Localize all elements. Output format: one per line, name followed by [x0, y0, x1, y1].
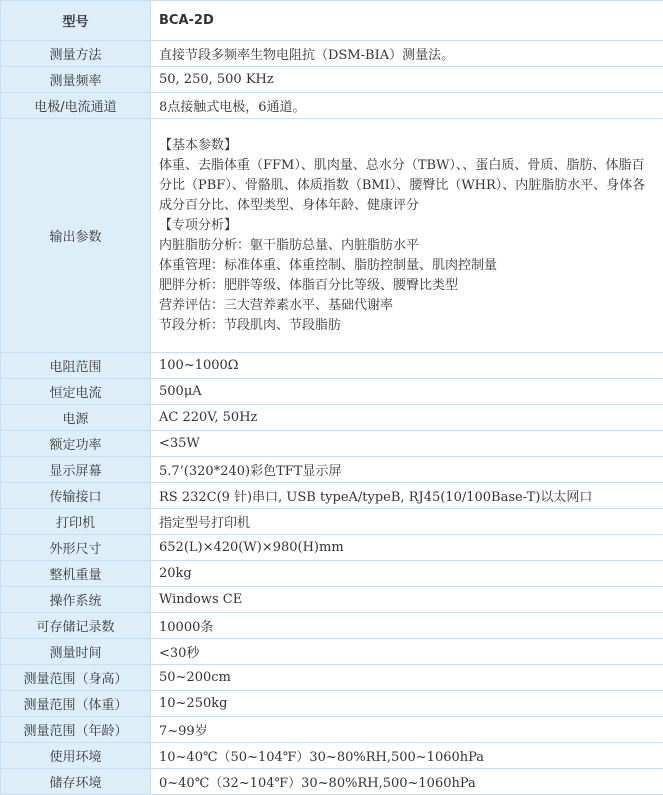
spec-label: 储存环境 [1, 769, 151, 795]
header-row [1, 1, 663, 41]
spec-label: 测量频率 [1, 67, 151, 93]
spec-value: 20kg [151, 561, 663, 587]
spec-row [1, 561, 663, 587]
spec-value: <30秒 [151, 639, 663, 665]
spec-row [1, 41, 663, 67]
spec-label: 传输接口 [1, 483, 151, 509]
spec-row [1, 353, 663, 379]
basic-params-title: 【基本参数】 [159, 136, 655, 156]
spec-row [1, 717, 663, 743]
spec-value: 10~250kg [151, 691, 663, 717]
special-analysis-line: 内脏脂肪分析：躯干脂肪总量、内脏脂肪水平 [159, 236, 655, 256]
spec-value: Windows CE [151, 587, 663, 613]
output-params-row [1, 119, 663, 353]
spec-value: AC 220V, 50Hz [151, 405, 663, 431]
spec-value: 100~1000Ω [151, 353, 663, 379]
special-analysis-title: 【专项分析】 [159, 216, 655, 236]
spec-value: 500μA [151, 379, 663, 405]
spec-label: 使用环境 [1, 743, 151, 769]
spec-label: 测量范围（年龄） [1, 717, 151, 743]
spec-label: 可存储记录数 [1, 613, 151, 639]
spec-value: 5.7’(320*240)彩色TFT显示屏 [151, 457, 663, 483]
spec-value: 652(L)×420(W)×980(H)mm [151, 535, 663, 561]
spec-row [1, 405, 663, 431]
spec-value: 直接节段多频率生物电阻抗（DSM-BIA）测量法。 [151, 41, 663, 67]
spec-row [1, 743, 663, 769]
basic-params-text: 体重、去脂体重（FFM）、肌肉量、总水分（TBW）、、蛋白质、骨质、脂肪、体脂百分比（PBF）、骨骼肌、体质指数（BMI）、腰臀比（WHR）、内脏脂肪水平、身体各成分百分比、体型类型、身体年龄、健康评分 [159, 156, 655, 216]
spec-value: 50, 250, 500 KHz [151, 67, 663, 93]
spec-value: 7~99岁 [151, 717, 663, 743]
spec-label: 电阻范围 [1, 353, 151, 379]
spec-row [1, 431, 663, 457]
spec-label: 电极/电流通道 [1, 93, 151, 119]
spec-row [1, 535, 663, 561]
spec-label: 整机重量 [1, 561, 151, 587]
special-analysis-line: 体重管理：标准体重、体重控制、脂肪控制量、肌肉控制量 [159, 256, 655, 276]
spec-row [1, 93, 663, 119]
spec-label: 显示屏幕 [1, 457, 151, 483]
spec-row [1, 587, 663, 613]
spec-label: 测量范围（体重） [1, 691, 151, 717]
spec-value: 0~40℃（32~104℉）30~80%RH,500~1060hPa [151, 769, 663, 795]
spec-value: 50~200cm [151, 665, 663, 691]
spec-row [1, 67, 663, 93]
spec-label: 打印机 [1, 509, 151, 535]
spec-label: 恒定电流 [1, 379, 151, 405]
special-analysis-line: 节段分析：节段肌肉、节段脂肪 [159, 316, 655, 336]
spec-label: 额定功率 [1, 431, 151, 457]
spec-value: <35W [151, 431, 663, 457]
spec-row [1, 483, 663, 509]
spec-value: 10~40℃（50~104℉）30~80%RH,500~1060hPa [151, 743, 663, 769]
special-analysis-line: 营养评估：三大营养素水平、基础代谢率 [159, 296, 655, 316]
spec-label: 测量时间 [1, 639, 151, 665]
model-label: 型号 [1, 1, 151, 41]
spec-row [1, 613, 663, 639]
spec-label: 测量范围（身高） [1, 665, 151, 691]
spec-row [1, 769, 663, 795]
spec-row [1, 639, 663, 665]
spec-row [1, 691, 663, 717]
spec-label: 操作系统 [1, 587, 151, 613]
special-analysis-line: 肥胖分析：肥胖等级、体脂百分比等级、腰臀比类型 [159, 276, 655, 296]
spec-row [1, 457, 663, 483]
spec-label: 电源 [1, 405, 151, 431]
output-params-label: 输出参数 [1, 119, 151, 353]
spec-value: 8点接触式电极，6通道。 [151, 93, 663, 119]
spec-row [1, 379, 663, 405]
spec-value: 指定型号打印机 [151, 509, 663, 535]
spec-label: 外形尺寸 [1, 535, 151, 561]
spec-row [1, 509, 663, 535]
spec-row [1, 665, 663, 691]
output-params-value [151, 119, 663, 353]
spec-value: 10000条 [151, 613, 663, 639]
spec-label: 测量方法 [1, 41, 151, 67]
spec-value: RS 232C(9 针)串口, USB typeA/typeB, RJ45(10/100Base-T)以太网口 [151, 483, 663, 509]
model-value: BCA-2D [151, 1, 663, 41]
